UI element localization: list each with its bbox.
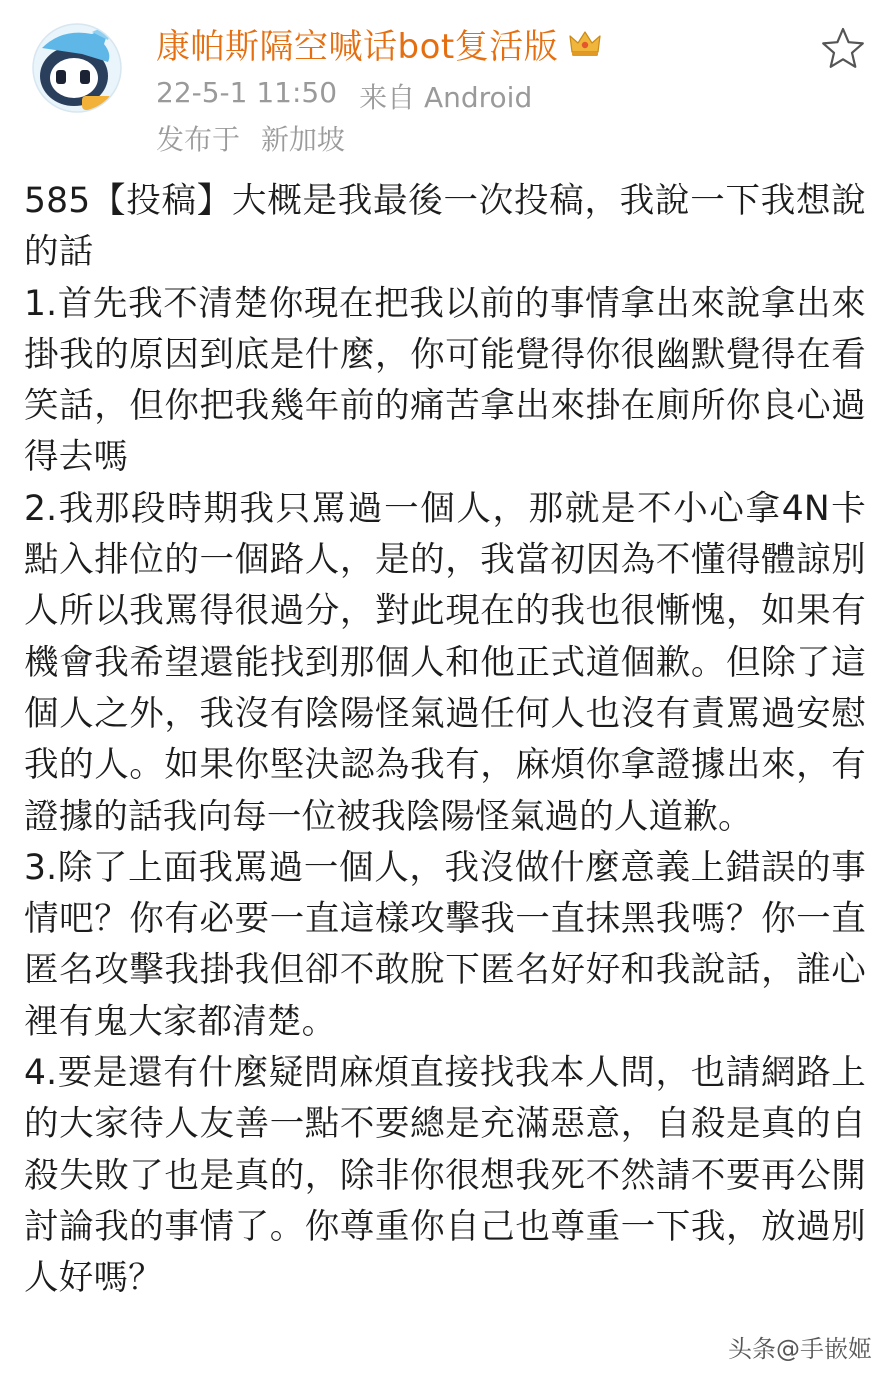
post-paragraph-2: 2.我那段時期我只罵過一個人，那就是不小心拿4N卡點入排位的一個路人，是的，我當初因為不懂得體諒別人所以我罵得很過分，對此現在的我也很慚愧，如果有機會我希望還能找到那個人和他正式道個歉。但除了這個人之外，我沒有陰陽怪氣過任何人也沒有責罵過安慰我的人。如果你堅決認為我有，麻煩你拿證據出來，有證據的話我向每一位被我陰陽怪氣過的人道歉。 <box>24 488 866 837</box>
robot-avatar-icon <box>22 18 132 114</box>
watermark: 头条@手嵌姬 <box>728 1335 872 1363</box>
post-content <box>24 176 866 1305</box>
location-row <box>156 118 345 158</box>
location-label: 发布于 <box>156 123 241 156</box>
favorite-button[interactable] <box>820 26 866 70</box>
star-icon <box>820 26 866 70</box>
username[interactable]: 康帕斯隔空喊话bot复活版 <box>156 26 559 67</box>
post-meta <box>156 76 532 116</box>
crown-icon <box>568 28 602 58</box>
username-row <box>156 16 602 70</box>
avatar[interactable] <box>22 18 132 114</box>
post-paragraph-1: 1.首先我不清楚你現在把我以前的事情拿出來說拿出來掛我的原因到底是什麼，你可能覺得你很幽默覺得在看笑話，但你把我幾年前的痛苦拿出來掛在廁所你良心過得去嗎 <box>24 283 866 478</box>
location-value: 新加坡 <box>260 123 345 156</box>
post-paragraph-3: 3.除了上面我罵過一個人，我沒做什麼意義上錯誤的事情吧？你有必要一直這樣攻擊我一直抹黑我嗎？你一直匿名攻擊我掛我但卻不敢脫下匿名好好和我說話，誰心裡有鬼大家都清楚。 <box>24 847 866 1042</box>
post-paragraph-4: 4.要是還有什麼疑問麻煩直接找我本人問，也請網路上的大家待人友善一點不要總是充滿惡意，自殺是真的自殺失敗了也是真的，除非你很想我死不然請不要再公開討論我的事情了。你尊重你自己也尊重一下我，放過別人好嗎？ <box>24 1053 866 1299</box>
source: 来自 Android <box>359 81 533 114</box>
timestamp: 22-5-1 11:50 <box>156 76 338 109</box>
post-paragraph-title: 585【投稿】大概是我最後一次投稿，我說一下我想說的話 <box>24 181 866 273</box>
